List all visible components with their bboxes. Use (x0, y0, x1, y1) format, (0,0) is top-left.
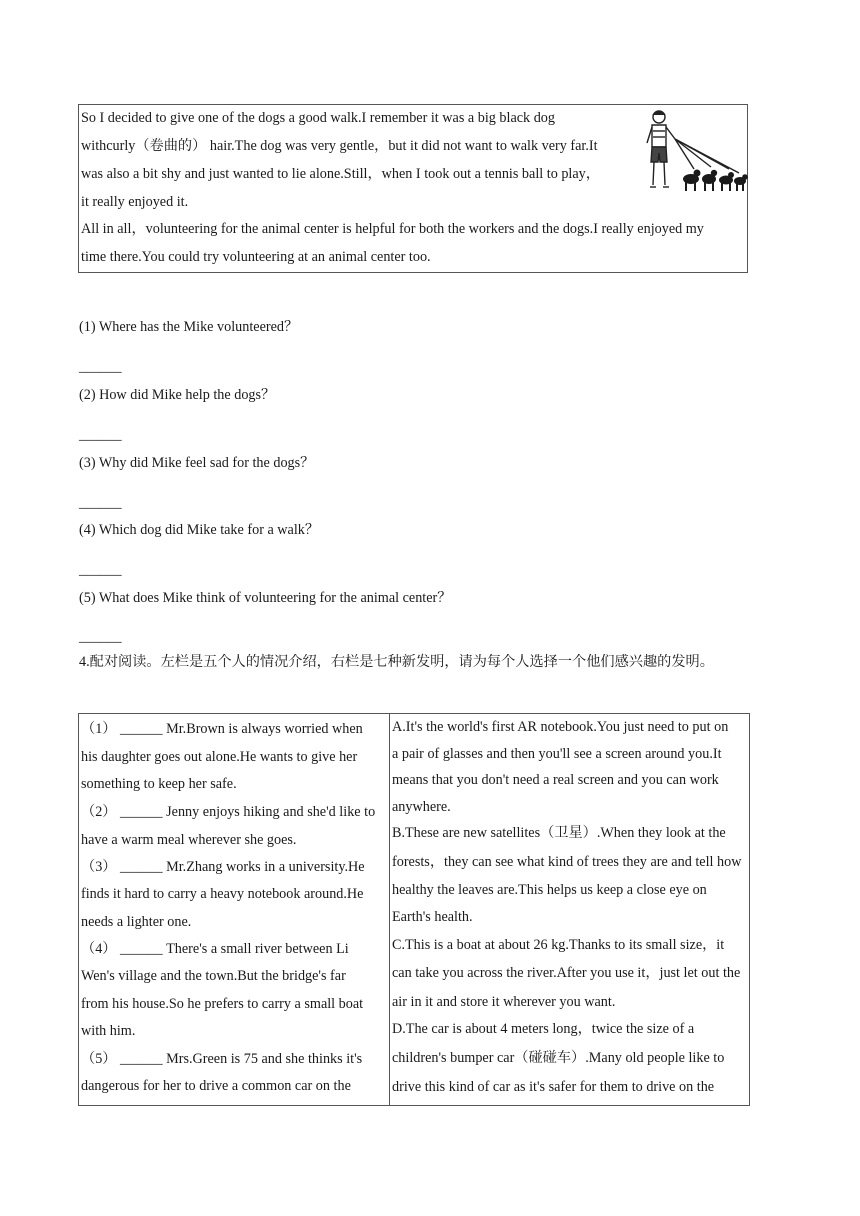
person-line: his daughter goes out alone.He wants to give her (81, 749, 358, 765)
person-line: have a warm meal wherever she goes. (81, 832, 297, 848)
section-4-heading: 4.配对阅读。左栏是五个人的情况介绍，右栏是七种新发明，请为每个人选择一个他们感兴趣的发明。 (79, 654, 714, 670)
question-1: (1) Where has the Mike volunteered？ (79, 319, 299, 335)
invention-line: a pair of glasses and then you'll see a screen around you.It (392, 746, 722, 762)
invention-line: drive this kind of car as it's safer for them to drive on the (392, 1079, 715, 1095)
answer-blank-2[interactable]: ______ (79, 427, 122, 443)
person-line: （1） ______ Mr.Brown is always worried when (81, 721, 363, 737)
question-2: (2) How did Mike help the dogs？ (79, 387, 276, 403)
invention-line: children's bumper car（碰碰车）.Many old people like to (392, 1050, 725, 1066)
man-walking-dogs-illustration (639, 107, 749, 197)
invention-line: air in it and store it wherever you want. (392, 994, 616, 1010)
person-line: （5） ______ Mrs.Green is 75 and she thinks it's (81, 1051, 363, 1067)
person-line: finds it hard to carry a heavy notebook around.He (81, 886, 364, 902)
invention-line: healthy the leaves are.This helps us keep a close eye on (392, 882, 707, 898)
answer-blank-4[interactable]: ______ (79, 562, 122, 578)
invention-line: forests，they can see what kind of trees they are and tell how (392, 854, 742, 870)
invention-line: C.This is a boat at about 26 kg.Thanks to its small size，it (392, 937, 725, 953)
matching-table (78, 713, 750, 1106)
passage-box (78, 104, 748, 273)
person-line: Wen's village and the town.But the bridge's far (81, 968, 346, 984)
person-line: something to keep her safe. (81, 776, 237, 792)
invention-line: can take you across the river.After you use it，just let out the (392, 965, 741, 981)
answer-blank-1[interactable]: ______ (79, 359, 122, 375)
person-line: needs a lighter one. (81, 914, 192, 930)
person-line: from his house.So he prefers to carry a small boat (81, 996, 364, 1012)
passage-line: time there.You could try volunteering at an animal center too. (81, 249, 431, 265)
person-line: （2） ______ Jenny enjoys hiking and she'd like to (81, 804, 376, 820)
person-line: （3） ______ Mr.Zhang works in a university.He (81, 859, 365, 875)
question-4: (4) Which dog did Mike take for a walk？ (79, 522, 320, 538)
passage-line: So I decided to give one of the dogs a good walk.I remember it was a big black dog (81, 110, 555, 126)
question-5: (5) What does Mike think of volunteering for the animal center？ (79, 590, 452, 606)
question-3: (3) Why did Mike feel sad for the dogs？ (79, 455, 315, 471)
invention-line: Earth's health. (392, 909, 473, 925)
invention-line: means that you don't need a real screen and you can work (392, 772, 719, 788)
invention-line: D.The car is about 4 meters long，twice the size of a (392, 1021, 695, 1037)
passage-line: All in all，volunteering for the animal center is helpful for both the workers and the dogs.I really enjoyed my (81, 221, 704, 237)
invention-line: B.These are new satellites（卫星）.When they look at the (392, 825, 726, 841)
invention-line: A.It's the world's first AR notebook.You just need to put on (392, 719, 729, 735)
passage-line: withcurly（卷曲的） hair.The dog was very gentle，but it did not want to walk very far.It (81, 138, 598, 154)
person-line: dangerous for her to drive a common car on the (81, 1078, 351, 1094)
answer-blank-3[interactable]: ______ (79, 495, 122, 511)
passage-line: it really enjoyed it. (81, 194, 189, 210)
answer-blank-5[interactable]: ______ (79, 629, 122, 645)
passage-line: was also a bit shy and just wanted to lie alone.Still，when I took out a tennis ball to play， (81, 166, 600, 182)
person-line: （4） ______ There's a small river between Li (81, 941, 349, 957)
person-line: with him. (81, 1023, 136, 1039)
column-divider (389, 714, 390, 1105)
invention-line: anywhere. (392, 799, 451, 815)
